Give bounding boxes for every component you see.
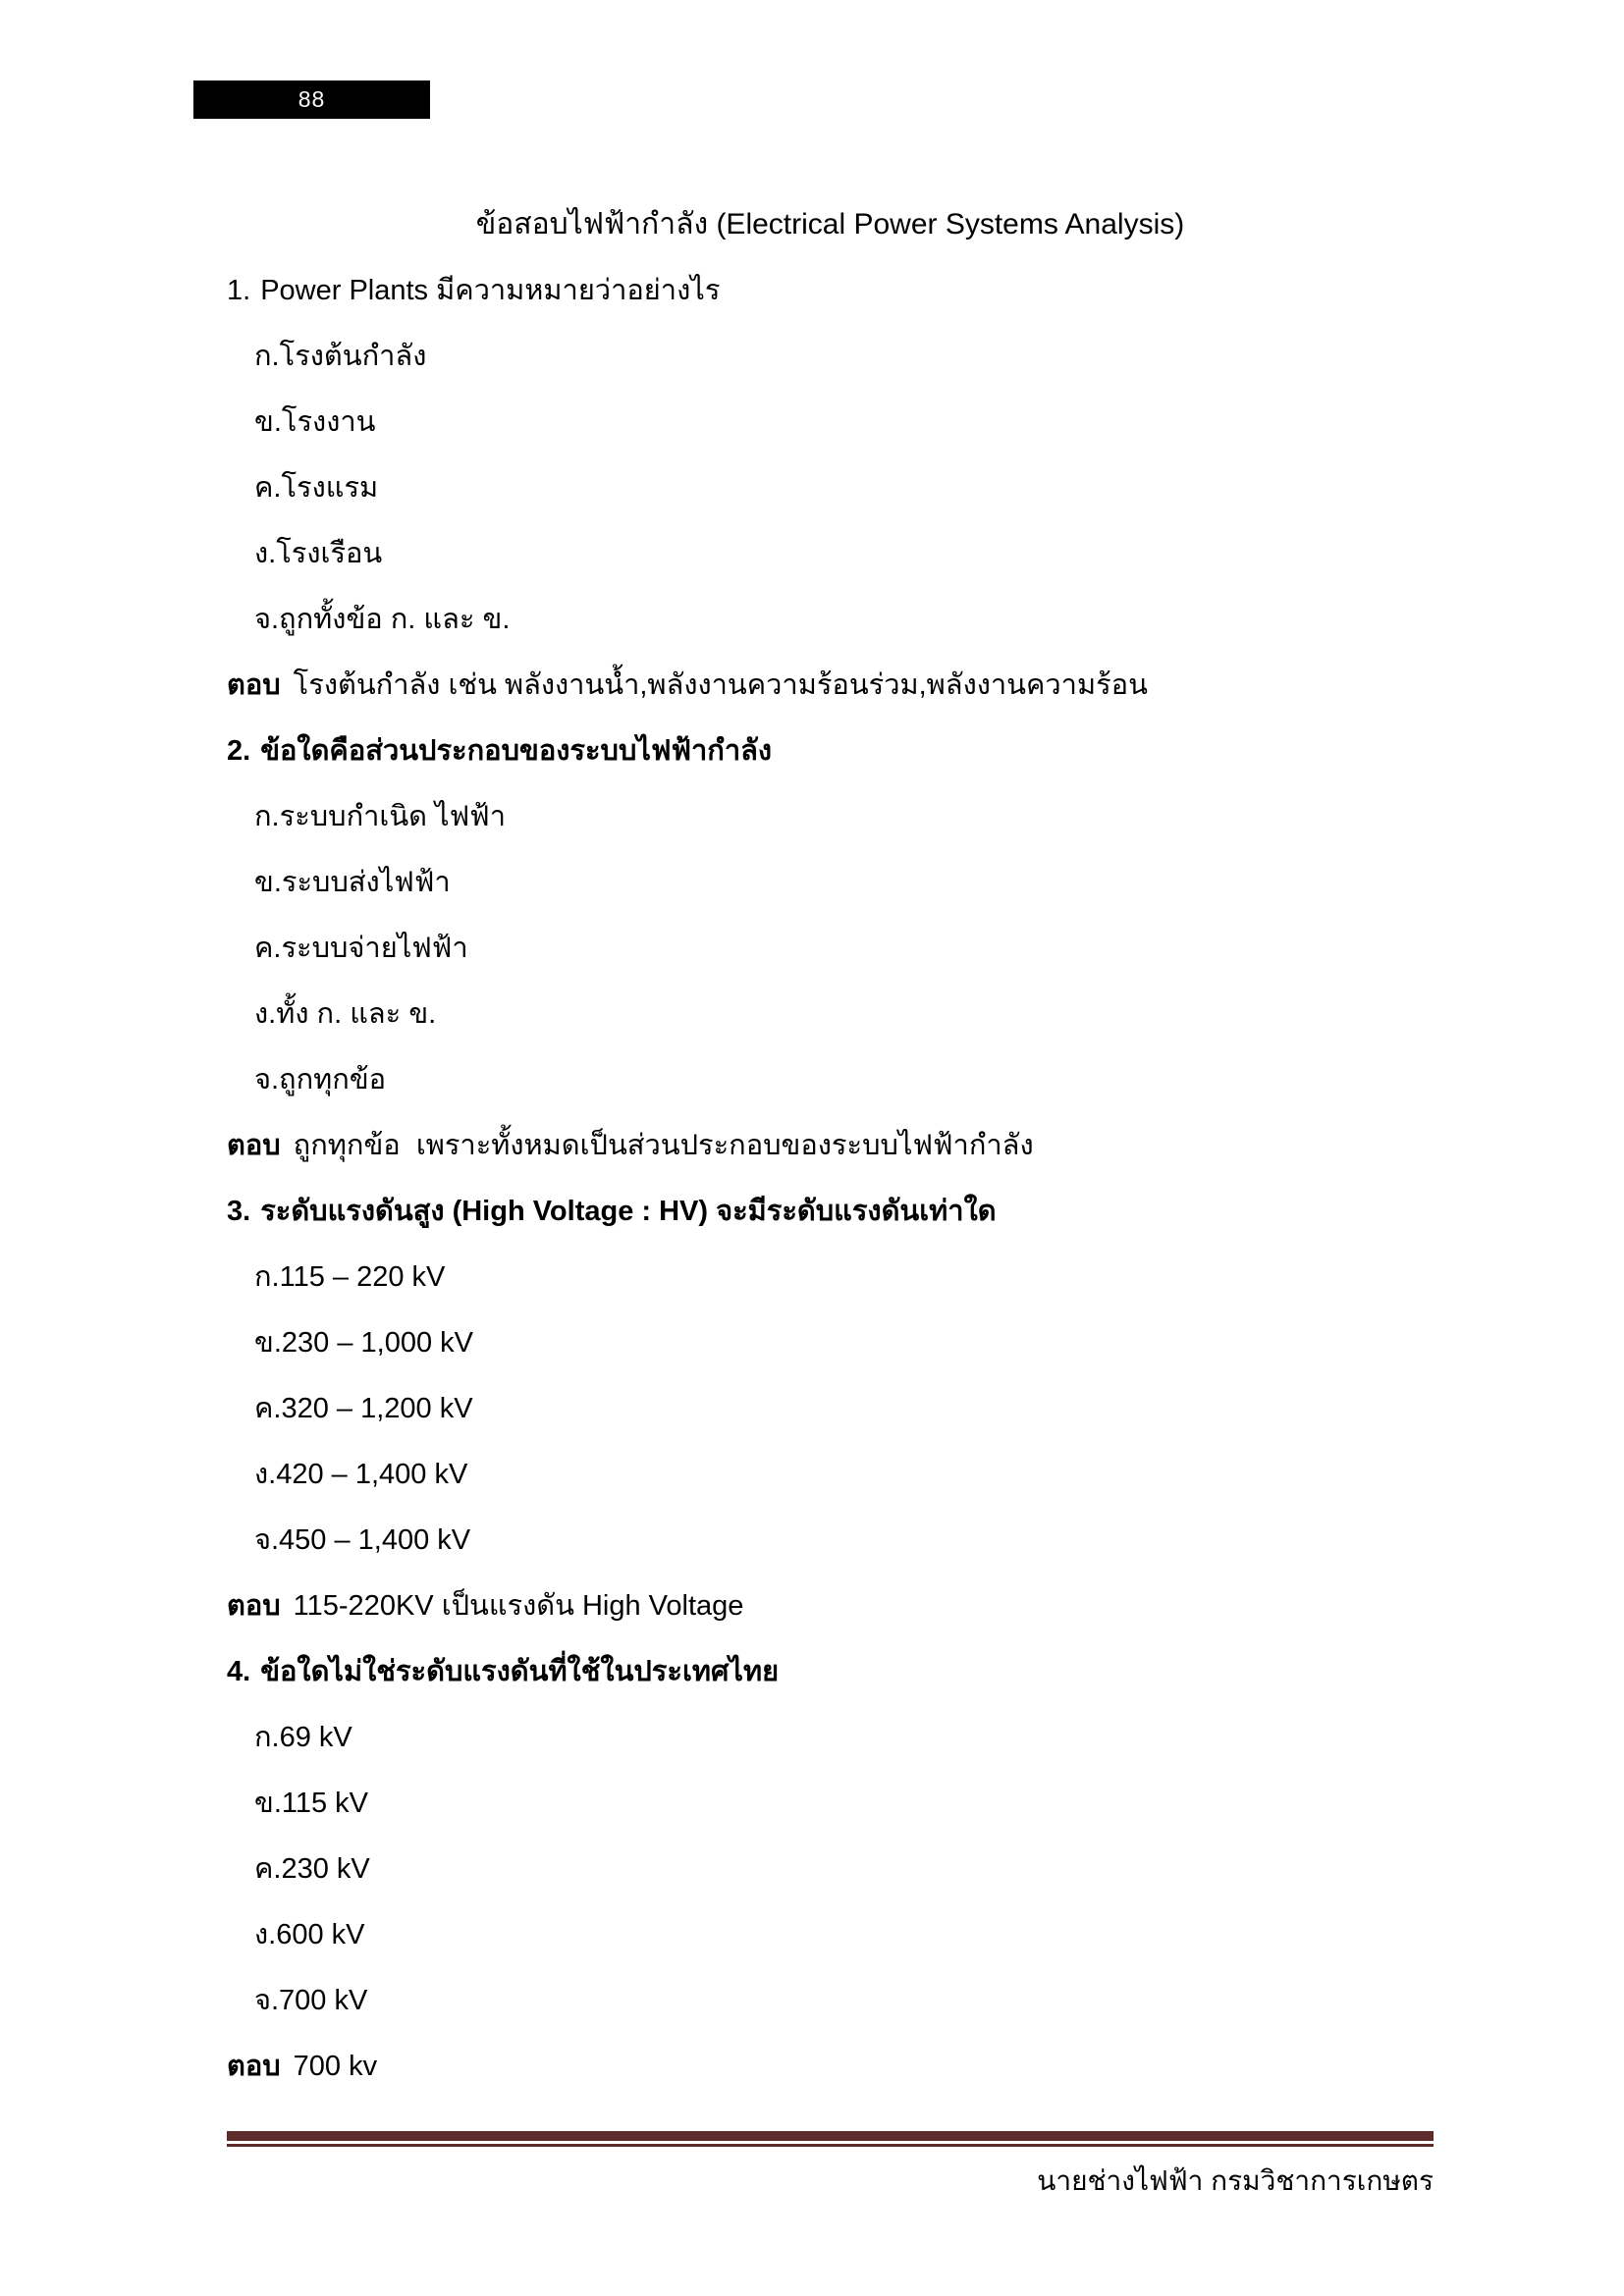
option-text: ง.420 – 1,400 kV <box>254 1458 468 1490</box>
option-text: ค.ระบบจ่ายไฟฟ้า <box>254 932 468 964</box>
answer-1-label: ตอบ <box>227 668 281 701</box>
option-text: ค.320 – 1,200 kV <box>254 1392 473 1424</box>
question-2-line <box>227 719 1434 784</box>
question-4-number: 4. <box>227 1655 251 1687</box>
option-text: ข.ระบบส่งไฟฟ้า <box>254 866 451 898</box>
question-3-line <box>227 1179 1434 1245</box>
question-4-option-c <box>227 1837 1434 1902</box>
question-2-text: ข้อใดคือส่วนประกอบของระบบไฟฟ้ากำลัง <box>260 734 773 767</box>
answer-2-text: ถูกทุกข้อ เพราะทั้งหมดเป็นส่วนประกอบของระบบไฟฟ้ากำลัง <box>293 1129 1034 1161</box>
option-text: จ.ถูกทุกข้อ <box>254 1063 387 1095</box>
question-1-text: Power Plants มีความหมายว่าอย่างไร <box>260 274 721 306</box>
document-title: ข้อสอบไฟฟ้ากำลัง (Electrical Power Systems Analysis) <box>475 208 1185 241</box>
question-1-option-d <box>227 521 1434 587</box>
question-2-option-c <box>227 916 1434 982</box>
question-3-option-e <box>227 1508 1434 1574</box>
question-4-option-b <box>227 1771 1434 1837</box>
question-1-option-c <box>227 455 1434 521</box>
option-text: จ.700 kV <box>254 1984 368 2016</box>
footer-rule-thin <box>227 2144 1434 2147</box>
question-1-line <box>227 258 1434 324</box>
option-text: จ.450 – 1,400 kV <box>254 1523 471 1556</box>
question-2-number: 2. <box>227 734 251 767</box>
option-text: จ.ถูกทั้งข้อ ก. และ ข. <box>254 603 511 635</box>
question-3-text: ระดับแรงดันสูง (High Voltage : HV) จะมีระดับแรงดันเท่าใด <box>260 1195 997 1227</box>
page-number-box <box>193 80 430 119</box>
question-2-option-d <box>227 982 1434 1047</box>
answer-2-label: ตอบ <box>227 1129 281 1161</box>
option-text: ข.115 kV <box>254 1787 369 1819</box>
question-4-option-e <box>227 1968 1434 2034</box>
question-1-option-a <box>227 324 1434 390</box>
option-text: ข.โรงงาน <box>254 405 376 438</box>
option-text: ง.โรงเรือน <box>254 537 383 569</box>
answer-3-text: 115-220KV เป็นแรงดัน High Voltage <box>293 1589 744 1622</box>
option-text: ก.โรงต้นกำลัง <box>254 340 427 372</box>
question-1-option-e <box>227 587 1434 653</box>
option-text: ง.ทั้ง ก. และ ข. <box>254 997 437 1030</box>
page-number: 88 <box>298 86 326 112</box>
option-text: ก.ระบบกำเนิด ไฟฟ้า <box>254 800 506 832</box>
answer-3-label: ตอบ <box>227 1589 281 1622</box>
answer-3-line <box>227 1574 1434 1639</box>
option-text: ข.230 – 1,000 kV <box>254 1326 473 1359</box>
question-3-option-d <box>227 1442 1434 1508</box>
question-2-option-a <box>227 784 1434 850</box>
option-text: ค.230 kV <box>254 1852 370 1885</box>
question-4-option-a <box>227 1705 1434 1771</box>
option-text: ง.600 kV <box>254 1918 365 1950</box>
answer-1-text: โรงต้นกำลัง เช่น พลังงานน้ำ,พลังงานความร้อนร่วม,พลังงานความร้อน <box>293 668 1148 701</box>
question-4-line <box>227 1639 1434 1705</box>
answer-4-label: ตอบ <box>227 2050 281 2082</box>
question-3-option-b <box>227 1310 1434 1376</box>
question-1-option-b <box>227 390 1434 455</box>
footer-rule-thick <box>227 2131 1434 2141</box>
option-text: ค.โรงแรม <box>254 471 379 504</box>
document-content <box>227 192 1434 2100</box>
question-3-number: 3. <box>227 1195 251 1227</box>
answer-4-text: 700 kv <box>293 2050 378 2082</box>
answer-4-line <box>227 2034 1434 2100</box>
answer-2-line <box>227 1113 1434 1179</box>
question-1-number: 1. <box>227 274 251 306</box>
question-3-option-a <box>227 1245 1434 1310</box>
question-4-option-d <box>227 1902 1434 1968</box>
answer-1-line <box>227 653 1434 719</box>
option-text: ก.115 – 220 kV <box>254 1260 446 1293</box>
question-2-option-e <box>227 1047 1434 1113</box>
question-2-option-b <box>227 850 1434 916</box>
footer-credit-text: นายช่างไฟฟ้า กรมวิชาการเกษตร <box>1037 2165 1434 2196</box>
question-4-text: ข้อใดไม่ใช่ระดับแรงดันที่ใช้ในประเทศไทย <box>260 1655 780 1687</box>
option-text: ก.69 kV <box>254 1721 352 1753</box>
question-3-option-c <box>227 1376 1434 1442</box>
